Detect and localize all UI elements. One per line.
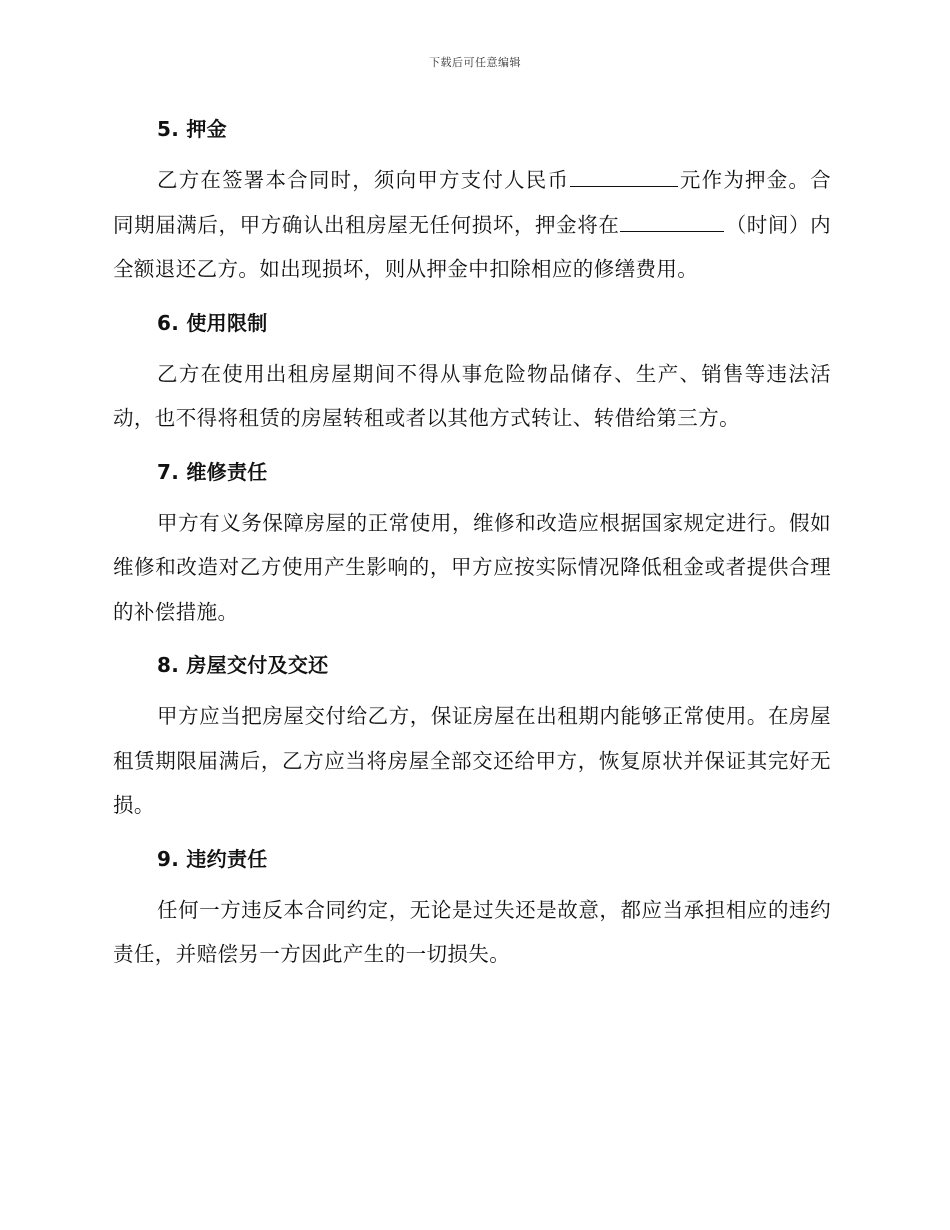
paragraph-text: （时间）内全额退还乙方。如出现损坏，则从押金中扣除相应的修缮费用。 bbox=[113, 212, 831, 281]
section-title: 7. 维修责任 bbox=[157, 459, 268, 484]
section-paragraph: 甲方应当把房屋交付给乙方，保证房屋在出租期内能够正常使用。在房屋租赁期限届满后，乙方应当将房屋全部交还给甲方，恢复原状并保证其完好无损。 bbox=[113, 704, 831, 817]
section-usage-restriction bbox=[113, 306, 831, 455]
paragraph-text: 乙方在签署本合同时，须向甲方支付人民币 bbox=[157, 168, 570, 192]
section-paragraph: 任何一方违反本合同约定，无论是过失还是故意，都应当承担相应的违约责任，并赔偿另一方因此产生的一切损失。 bbox=[113, 897, 831, 966]
section-title: 8. 房屋交付及交还 bbox=[157, 653, 329, 677]
section-paragraph: 乙方在使用出租房屋期间不得从事危险物品储存、生产、销售等违法活动，也不得将租赁的房屋转租或者以其他方式转让、转借给第三方。 bbox=[113, 361, 831, 430]
page-header-note: 下载后可任意编辑 bbox=[429, 56, 521, 69]
fill-in-blank-time bbox=[620, 213, 724, 232]
section-title: 5. 押金 bbox=[157, 117, 227, 141]
section-paragraph: 甲方有义务保障房屋的正常使用，维修和改造应根据国家规定进行。假如维修和改造对乙方使用产生影响的，甲方应按实际情况降低租金或者提供合理的补偿措施。 bbox=[113, 510, 831, 624]
section-maintenance bbox=[113, 455, 831, 649]
section-title: 9. 违约责任 bbox=[157, 846, 268, 871]
document-body bbox=[113, 112, 831, 977]
section-deposit bbox=[113, 112, 831, 306]
section-paragraph bbox=[113, 158, 831, 292]
section-delivery-return bbox=[113, 648, 831, 842]
fill-in-blank-amount bbox=[570, 168, 678, 187]
section-breach-liability bbox=[113, 842, 831, 977]
section-title: 6. 使用限制 bbox=[157, 310, 268, 335]
paragraph-text: 元作为押金。合同期届满后，甲方确认出租房屋无任何损坏，押金将在 bbox=[113, 168, 831, 237]
